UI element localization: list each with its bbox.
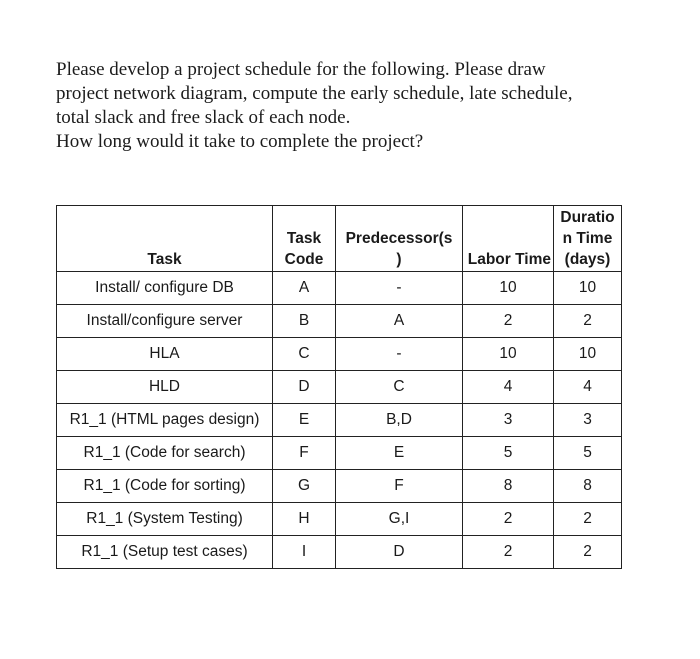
cell-duration: 4 — [554, 371, 622, 404]
cell-duration: 3 — [554, 404, 622, 437]
cell-predecessor: E — [336, 437, 463, 470]
cell-task: Install/ configure DB — [57, 272, 273, 305]
cell-code: F — [273, 437, 336, 470]
header-pred-line2: ) — [396, 251, 402, 268]
cell-predecessor: C — [336, 371, 463, 404]
cell-code: D — [273, 371, 336, 404]
cell-code: G — [273, 470, 336, 503]
cell-task: R1_1 (Code for sorting) — [57, 470, 273, 503]
cell-duration: 2 — [554, 536, 622, 569]
cell-duration: 10 — [554, 338, 622, 371]
cell-task: R1_1 (Setup test cases) — [57, 536, 273, 569]
cell-predecessor: F — [336, 470, 463, 503]
header-task-code — [273, 206, 336, 272]
cell-labor: 5 — [463, 437, 554, 470]
table-row — [57, 404, 622, 437]
cell-duration: 5 — [554, 437, 622, 470]
header-dur-line2: n Time — [562, 230, 613, 247]
cell-labor: 10 — [463, 272, 554, 305]
cell-duration: 2 — [554, 305, 622, 338]
cell-code: I — [273, 536, 336, 569]
cell-predecessor: - — [336, 338, 463, 371]
question-text — [56, 58, 666, 154]
cell-predecessor: G,I — [336, 503, 463, 536]
schedule-table — [56, 205, 622, 569]
table-row — [57, 470, 622, 503]
cell-task: Install/configure server — [57, 305, 273, 338]
cell-duration: 10 — [554, 272, 622, 305]
cell-predecessor: - — [336, 272, 463, 305]
question-line-1: Please develop a project schedule for the following. Please draw — [56, 59, 546, 80]
question-line-3: total slack and free slack of each node. — [56, 107, 351, 128]
cell-code: A — [273, 272, 336, 305]
header-labor-time — [463, 206, 554, 272]
cell-labor: 3 — [463, 404, 554, 437]
header-code-line2: Code — [284, 251, 324, 268]
header-predecessors — [336, 206, 463, 272]
cell-code: C — [273, 338, 336, 371]
table-row — [57, 338, 622, 371]
cell-code: B — [273, 305, 336, 338]
header-dur-line3: (days) — [564, 251, 611, 268]
cell-duration: 2 — [554, 503, 622, 536]
table-row — [57, 503, 622, 536]
cell-task: HLD — [57, 371, 273, 404]
header-row — [57, 206, 622, 272]
header-task-label: Task — [147, 251, 182, 268]
cell-predecessor: B,D — [336, 404, 463, 437]
header-labor-label: Labor Time — [467, 251, 551, 268]
cell-predecessor: A — [336, 305, 463, 338]
cell-duration: 8 — [554, 470, 622, 503]
cell-labor: 2 — [463, 536, 554, 569]
cell-labor: 8 — [463, 470, 554, 503]
cell-predecessor: D — [336, 536, 463, 569]
cell-labor: 10 — [463, 338, 554, 371]
cell-labor: 2 — [463, 503, 554, 536]
table-row — [57, 272, 622, 305]
cell-code: E — [273, 404, 336, 437]
table-row — [57, 536, 622, 569]
cell-task: R1_1 (HTML pages design) — [57, 404, 273, 437]
question-line-2: project network diagram, compute the early schedule, late schedule, — [56, 83, 573, 104]
header-code-line1: Task — [286, 230, 322, 247]
header-duration — [554, 206, 622, 272]
cell-labor: 2 — [463, 305, 554, 338]
header-pred-line1: Predecessor(s — [345, 230, 453, 247]
table-row — [57, 437, 622, 470]
question-line-4: How long would it take to complete the project? — [56, 131, 424, 152]
cell-task: R1_1 (System Testing) — [57, 503, 273, 536]
cell-task: HLA — [57, 338, 273, 371]
header-dur-line1: Duratio — [560, 209, 615, 226]
header-task — [57, 206, 273, 272]
cell-task: R1_1 (Code for search) — [57, 437, 273, 470]
cell-labor: 4 — [463, 371, 554, 404]
cell-code: H — [273, 503, 336, 536]
table-row — [57, 305, 622, 338]
table-row — [57, 371, 622, 404]
